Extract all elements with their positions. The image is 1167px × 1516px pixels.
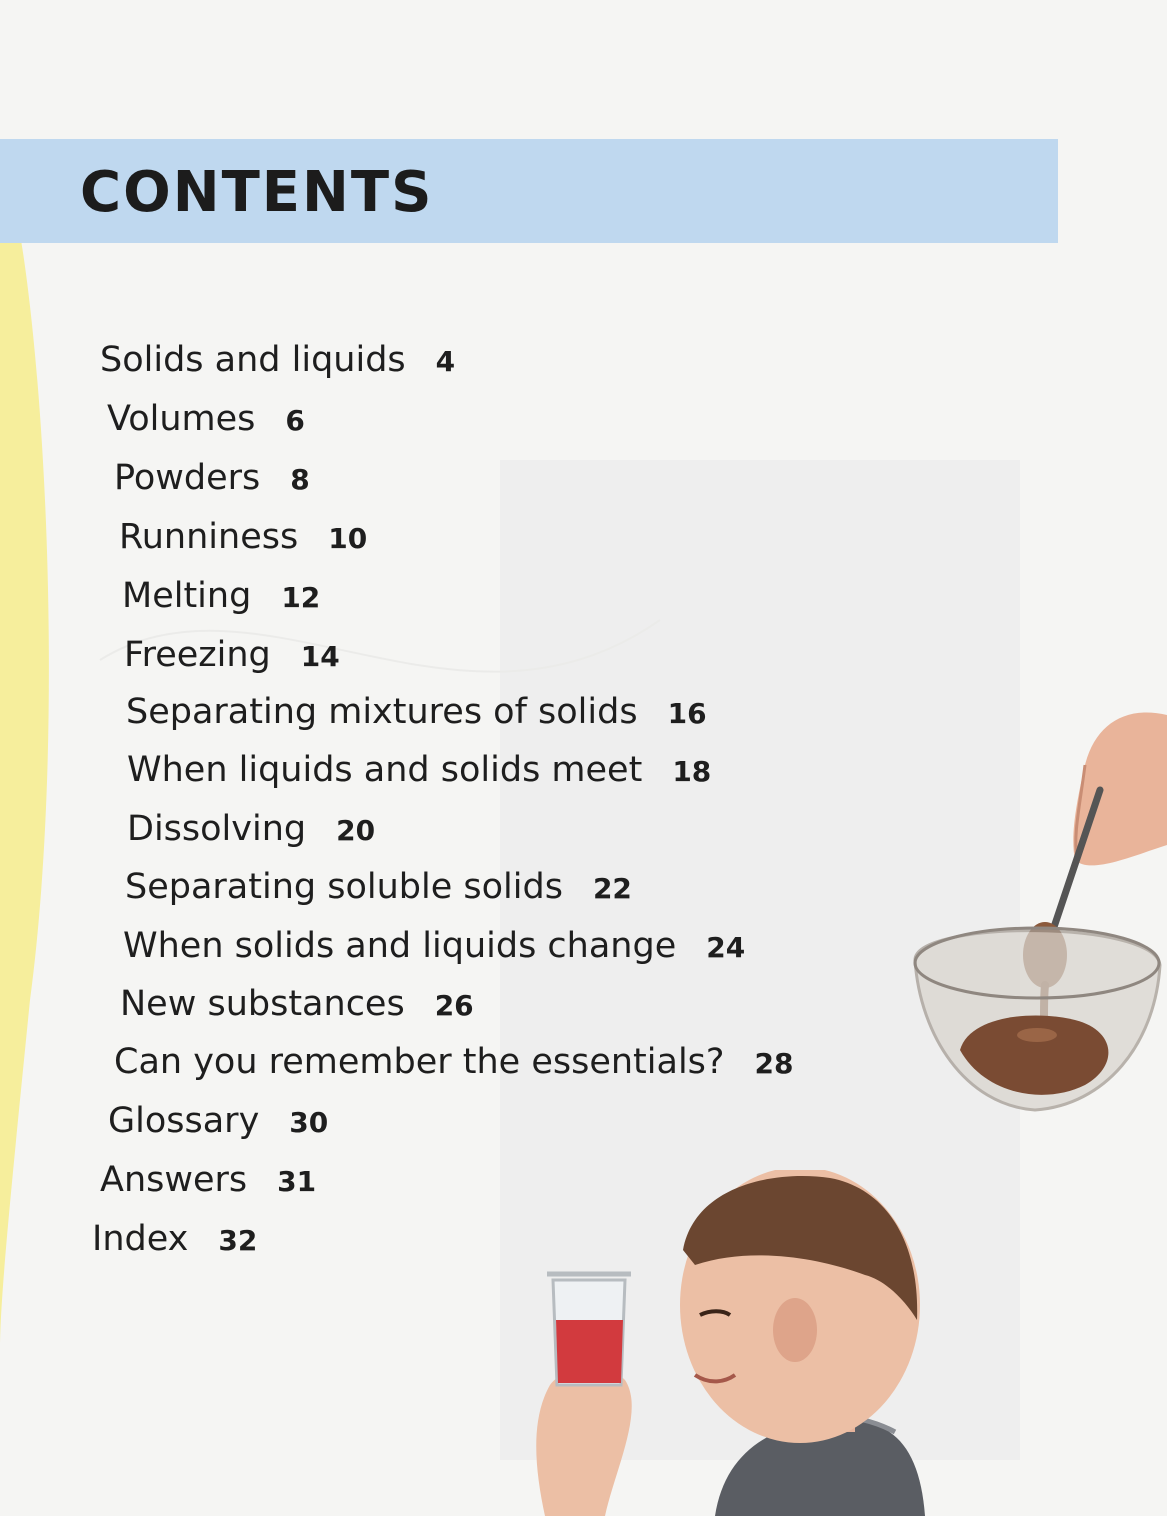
toc-entry[interactable] — [125, 867, 632, 907]
toc-entry[interactable] — [124, 635, 340, 675]
toc-entry-page: 14 — [300, 640, 340, 673]
toc-entry-title: Glossary — [108, 1101, 260, 1141]
toc-entry-page: 12 — [281, 581, 321, 614]
toc-entry-title: Volumes — [107, 399, 256, 439]
toc-entry-page: 22 — [592, 872, 632, 905]
toc-entry-title: Runniness — [119, 517, 299, 557]
toc-entry-title: New substances — [120, 984, 405, 1024]
toc-entry-page: 31 — [277, 1165, 317, 1198]
hand-stirring-chocolate-bowl-photo — [905, 705, 1167, 1145]
toc-entry-page: 4 — [435, 345, 456, 378]
toc-entry-page: 8 — [290, 463, 310, 496]
toc-entry-page: 28 — [754, 1047, 794, 1080]
toc-entry[interactable] — [127, 750, 711, 790]
toc-entry-title: Powders — [114, 458, 261, 498]
toc-entry[interactable] — [127, 809, 375, 849]
boy-holding-beaker-photo — [525, 1170, 945, 1516]
toc-entry-page: 26 — [434, 989, 474, 1022]
toc-entry-title: Dissolving — [127, 809, 307, 849]
toc-entry[interactable] — [114, 1042, 793, 1082]
toc-entry-title: When liquids and solids meet — [127, 750, 643, 790]
toc-entry[interactable] — [114, 458, 310, 498]
toc-entry-title: Freezing — [124, 635, 271, 675]
toc-entry-title: Solids and liquids — [100, 340, 406, 380]
toc-entry-page: 6 — [285, 404, 305, 437]
toc-entry-title: Can you remember the essentials? — [114, 1042, 725, 1082]
toc-entry-page: 30 — [289, 1106, 329, 1139]
toc-entry-page: 32 — [218, 1224, 258, 1257]
toc-entry-title: Separating mixtures of solids — [126, 692, 638, 732]
toc-entry-page: 10 — [328, 522, 368, 555]
toc-entry-title: Melting — [122, 576, 252, 616]
toc-entry[interactable] — [100, 1160, 316, 1200]
toc-entry[interactable] — [122, 576, 320, 616]
toc-entry[interactable] — [92, 1219, 257, 1259]
toc-entry[interactable] — [119, 517, 367, 557]
toc-entry-page: 18 — [672, 755, 712, 788]
toc-entry[interactable] — [123, 926, 745, 966]
toc-entry-page: 24 — [706, 931, 746, 964]
toc-entry-title: When solids and liquids change — [123, 926, 677, 966]
toc-entry[interactable] — [120, 984, 474, 1024]
toc-entry[interactable] — [108, 1101, 328, 1141]
page-title: CONTENTS — [80, 160, 434, 225]
toc-entry-title: Separating soluble solids — [125, 867, 563, 907]
toc-entry-title: Answers — [100, 1160, 248, 1200]
toc-entry[interactable] — [100, 340, 455, 380]
toc-entry-page: 16 — [667, 697, 707, 730]
toc-entry[interactable] — [107, 399, 305, 439]
toc-entry-page: 20 — [336, 814, 376, 847]
toc-entry[interactable] — [126, 692, 707, 732]
toc-entry-title: Index — [92, 1219, 189, 1259]
